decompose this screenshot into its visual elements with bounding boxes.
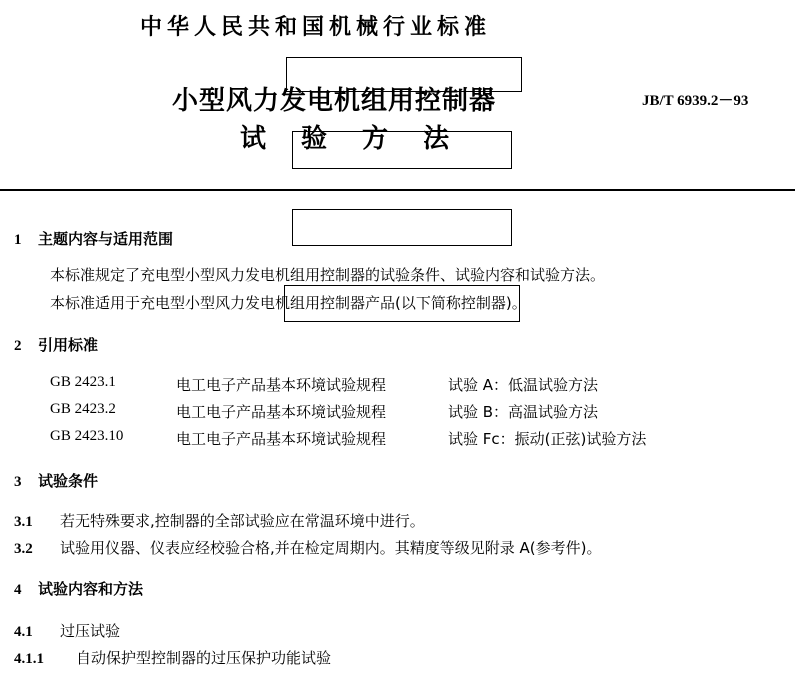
clause-text: 自动保护型控制器的过压保护功能试验 xyxy=(76,649,332,667)
subtitle-char: 验 xyxy=(301,124,329,154)
reference-row xyxy=(50,374,750,394)
issuing-body: 中华人民共和国机械行业标准 xyxy=(140,15,492,40)
subtitle-char: 方 xyxy=(362,124,390,154)
section-heading xyxy=(14,578,143,599)
clause xyxy=(14,510,425,531)
section-title: 试验条件 xyxy=(38,472,99,490)
reference-test: 试验 A：低温试验方法 xyxy=(448,376,599,394)
reference-code: GB 2423.10 xyxy=(50,428,124,444)
section-number: 1 xyxy=(14,232,22,248)
header-divider xyxy=(0,189,795,191)
clause xyxy=(14,620,120,641)
reference-code: GB 2423.2 xyxy=(50,401,116,417)
annotation-box[interactable] xyxy=(292,209,512,246)
section-title: 引用标准 xyxy=(38,336,99,354)
section-heading xyxy=(14,470,98,491)
section-heading xyxy=(14,334,98,355)
section-heading xyxy=(14,228,173,249)
clause-number: 3.2 xyxy=(14,541,33,557)
section-number: 3 xyxy=(14,474,22,490)
annotation-box[interactable] xyxy=(292,131,512,169)
clause-text: 若无特殊要求,控制器的全部试验应在常温环境中进行。 xyxy=(60,512,425,530)
clause-number: 4.1 xyxy=(14,624,33,640)
paragraph: 本标准规定了充电型小型风力发电机组用控制器的试验条件、试验内容和试验方法。 xyxy=(50,266,606,284)
clause xyxy=(14,537,602,558)
annotation-box[interactable] xyxy=(286,57,522,92)
section-number: 2 xyxy=(14,338,22,354)
subtitle-char: 法 xyxy=(423,124,451,154)
reference-test: 试验 Fc：振动(正弦)试验方法 xyxy=(448,430,647,448)
reference-name: 电工电子产品基本环境试验规程 xyxy=(176,430,387,448)
section-title: 主题内容与适用范围 xyxy=(38,230,174,248)
subtitle-char: 试 xyxy=(240,124,268,154)
reference-row xyxy=(50,401,750,421)
clause-number: 3.1 xyxy=(14,514,33,530)
clause xyxy=(14,647,331,668)
reference-row xyxy=(50,428,750,448)
document-title: 小型风力发电机组用控制器 xyxy=(172,86,497,116)
clause-text: 过压试验 xyxy=(60,622,121,640)
reference-test: 试验 B：高温试验方法 xyxy=(448,403,599,421)
reference-name: 电工电子产品基本环境试验规程 xyxy=(176,376,387,394)
reference-name: 电工电子产品基本环境试验规程 xyxy=(176,403,387,421)
clause-text: 试验用仪器、仪表应经校验合格,并在检定周期内。其精度等级见附录 A(参考件)。 xyxy=(60,539,602,557)
section-number: 4 xyxy=(14,582,22,598)
paragraph: 本标准适用于充电型小型风力发电机组用控制器产品(以下简称控制器)。 xyxy=(50,294,527,312)
section-title: 试验内容和方法 xyxy=(38,580,144,598)
clause-number: 4.1.1 xyxy=(14,651,44,667)
standard-code: JB/T 6939.2－93 xyxy=(642,93,749,109)
reference-code: GB 2423.1 xyxy=(50,374,116,390)
